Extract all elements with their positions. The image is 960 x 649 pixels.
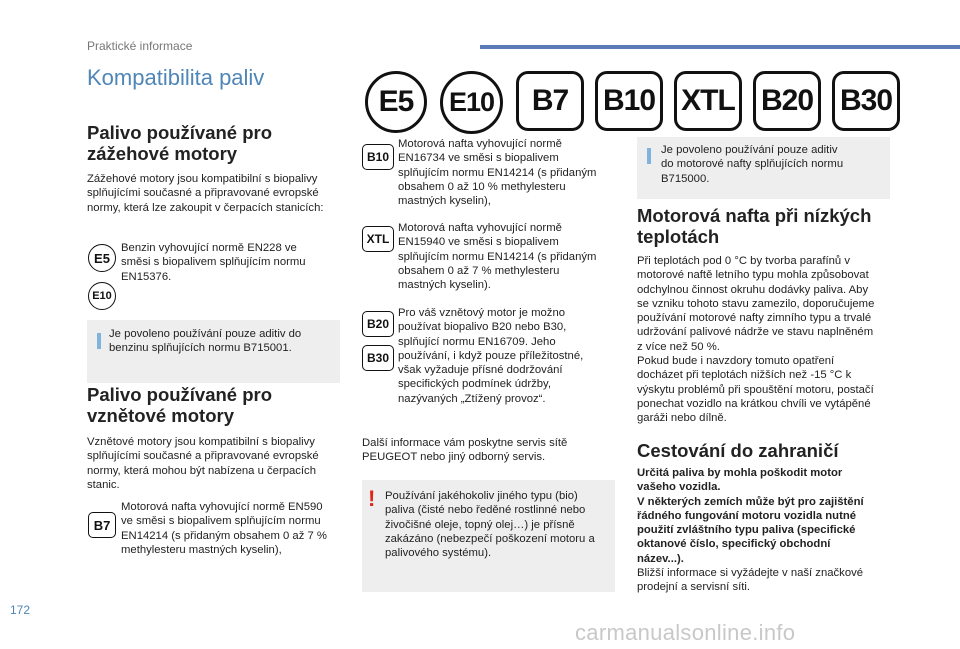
b20-b30-description: Pro váš vznětový motor je možno používat biopalivo B20 nebo B30, splňující normu EN16709. Jeho používání, i když pouze příležitostné, však vyžaduje přísné dodržování specifických podmínek údržby, nazývaných „Ztížený provoz“. bbox=[398, 307, 584, 405]
b7-description: Motorová nafta vyhovující normě EN590 ve směsi s biopalivem splňujícím normu EN14214 (s přidaným obsahem 0 až 7 % methylesteru mastných kyselin), bbox=[121, 501, 327, 556]
info-bar-icon bbox=[647, 148, 651, 164]
badge-b10: B10 bbox=[362, 144, 394, 170]
badge-e5: E5 bbox=[88, 244, 116, 272]
header-rule bbox=[480, 45, 960, 49]
page-title: Kompatibilita paliv bbox=[87, 65, 265, 90]
warning-box bbox=[362, 480, 615, 592]
page-number: 172 bbox=[10, 603, 31, 617]
warning-exclamation-icon: ! bbox=[368, 486, 376, 511]
badge-xtl: XTL bbox=[362, 226, 394, 252]
section-label: Praktické informace bbox=[87, 39, 193, 53]
travel-heading: Cestování do zahraničí bbox=[637, 440, 839, 461]
fuel-badge-b30: B30 bbox=[832, 71, 900, 131]
petrol-note-box bbox=[87, 320, 340, 383]
badge-b30: B30 bbox=[362, 345, 394, 371]
fuel-badge-e10: E10 bbox=[440, 71, 503, 134]
service-info: Další informace vám poskytne servis sítě PEUGEOT nebo jiný odborný servis. bbox=[362, 437, 568, 464]
petrol-heading: Palivo používané pro zážehové motory bbox=[87, 122, 273, 164]
badge-b7: B7 bbox=[88, 512, 116, 538]
fuel-badge-e5: E5 bbox=[365, 71, 427, 133]
cold-heading: Motorová nafta při nízkých teplotách bbox=[637, 205, 872, 247]
fuel-badge-xtl: XTL bbox=[674, 71, 742, 131]
diesel-heading: Palivo používané pro vznětové motory bbox=[87, 384, 273, 426]
watermark: carmanualsonline.info bbox=[575, 620, 796, 645]
travel-text: Určitá paliva by mohla poškodit motor vašeho vozidla. V některých zemích může být pro zajištění řádného fungování motoru vozidla nutné použití zvláštního typu paliva (specifické oktanové číslo, specifický obchodní název...). Bližší informace si vyžádejte v naší značkové prodejní a servisní síti. bbox=[637, 467, 864, 594]
fuel-badge-b20: B20 bbox=[753, 71, 821, 131]
xtl-description: Motorová nafta vyhovující normě EN15940 ve směsi s biopalivem splňujícím normu EN14214 (s přidaným obsahem 0 až 7 % methylesteru mastných kyselin). bbox=[398, 222, 597, 292]
b10-description: Motorová nafta vyhovující normě EN16734 ve směsi s biopalivem splňujícím normu EN14214 (s přidaným obsahem 0 až 10 % methylesteru mastných kyselin), bbox=[398, 138, 597, 208]
fuel-badge-b7: B7 bbox=[516, 71, 584, 131]
info-bar-icon bbox=[97, 333, 101, 349]
petrol-note-text: Je povoleno používání pouze aditiv do benzinu splňujících normu B715001. bbox=[109, 328, 302, 355]
e5-description: Benzin vyhovující normě EN228 ve směsi s biopalivem splňujícím normu EN15376. bbox=[121, 242, 306, 283]
petrol-intro: Zážehové motory jsou kompatibilní s biopalivy splňujícími současné a připravované evropské normy, která lze zakoupit v čerpacích stanicích: bbox=[87, 173, 324, 214]
diesel-note-text: Je povoleno používání pouze aditiv do motorové nafty splňujících normu B715000. bbox=[661, 144, 844, 185]
diesel-note-box bbox=[637, 137, 890, 199]
cold-text: Při teplotách pod 0 °C by tvorba parafínů v motorové naftě letního typu mohla způsobovat odchylnou činnost okruhu dodávky paliva. Aby se vzniku tohoto stavu zamezilo, doporučujeme používání motorové nafty zimního typu a trvalé udržování palivové nádrže ve stavu naplněném z více než 50 %. Pokud bude i navzdory tomuto opatření docházet při teplotách nižších než -15 °C k výskytu problémů při spouštění motoru, postačí ponechat vozidlo na krátkou chvíli ve vytápěné garáži nebo dílně. bbox=[637, 255, 875, 425]
badge-b20: B20 bbox=[362, 311, 394, 337]
diesel-intro: Vznětové motory jsou kompatibilní s biopalivy splňujícími současné a připravované evropské normy, která mohou být nabízena u čerpacích stanic. bbox=[87, 436, 319, 491]
warning-text: Používání jakéhokoliv jiného typu (bio) paliva (čisté nebo ředěné rostlinné nebo živočišné oleje, topný olej…) je přísně zakázáno (nebezpečí poškození motoru a palivového systému). bbox=[385, 490, 595, 560]
fuel-badge-b10: B10 bbox=[595, 71, 663, 131]
badge-e10: E10 bbox=[88, 282, 116, 310]
